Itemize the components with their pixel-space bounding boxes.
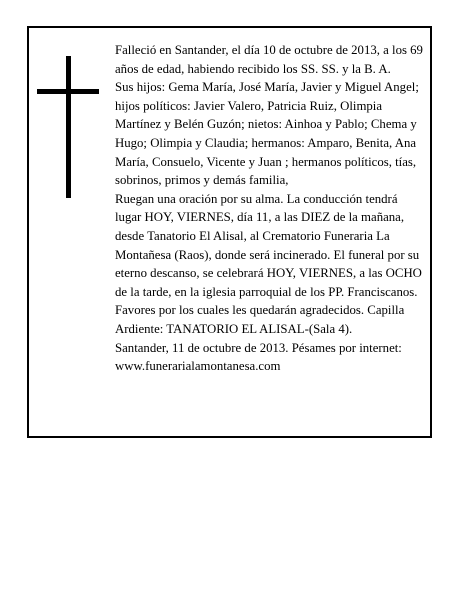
cross-vertical-bar: [66, 56, 71, 198]
notice-text: [115, 41, 423, 376]
family-members-paragraph: Sus hijos: Gema María, José María, Javier y Miguel Angel; hijos políticos: Javier Valero, Patricia Ruiz, Olimpia Martínez y Belén Guzón; nietos: Ainhoa y Pablo; Chema y Hugo; Olimpia y Claudia; hermanos: Amparo, Benita, Ana María, Consuelo, Vicente y Juan ; hermanos políticos, tías, sobrinos, primos y demás familia,: [115, 80, 419, 188]
cross-horizontal-bar: [37, 89, 99, 94]
funeral-details-paragraph: Ruegan una oración por su alma. La conducción tendrá lugar HOY, VIERNES, día 11, a las DIEZ de la mañana, desde Tanatorio El Alisal, al Crematorio Funeraria La Montañesa (Raos), donde será incinerado. El funeral por su eterno descanso, se celebrará HOY, VIERNES, a las OCHO de la tarde, en la iglesia parroquial de los PP. Franciscanos. Favores por los cuales les quedarán agradecidos. Capilla Ardiente: TANATORIO EL ALISAL-(Sala 4).: [115, 191, 422, 336]
latin-cross-icon: [37, 56, 99, 198]
death-announcement-paragraph: Falleció en Santander, el día 10 de octubre de 2013, a los 69 años de edad, habiendo recibido los SS. SS. y la B. A.: [115, 43, 423, 76]
condolences-paragraph: Santander, 11 de octubre de 2013. Pésames por internet: www.funerarialamontanesa.com: [115, 340, 402, 374]
obituary-notice: [27, 26, 432, 438]
